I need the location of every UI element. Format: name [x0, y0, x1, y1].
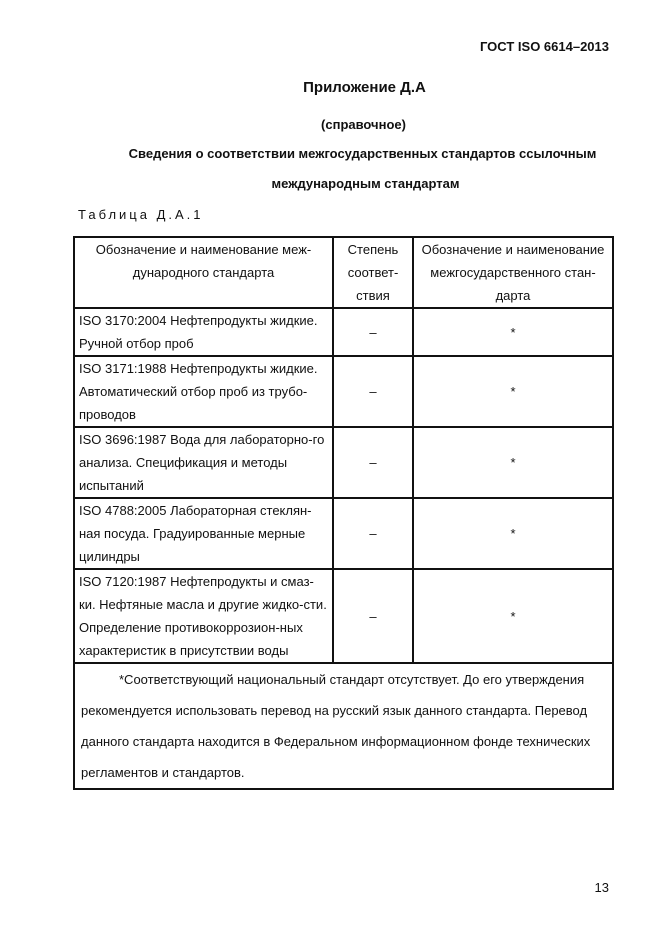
international-standard-cell: ISO 3170:2004 Нефтепродукты жидкие. Ручной отбор проб: [74, 308, 333, 356]
degree-cell: –: [333, 308, 413, 356]
table-label: Таблица Д.А.1: [78, 207, 204, 222]
appendix-title: Приложение Д.А: [303, 79, 426, 96]
column-header-international: Обозначение и наименование меж-дународного стандарта: [74, 237, 333, 308]
international-standard-cell: ISO 4788:2005 Лабораторная стеклян-ная посуда. Градуированные мерные цилиндры: [74, 498, 333, 569]
international-standard-cell: ISO 3171:1988 Нефтепродукты жидкие. Автоматический отбор проб из трубо-проводов: [74, 356, 333, 427]
international-standard-cell: ISO 7120:1987 Нефтепродукты и смаз-ки. Нефтяные масла и другие жидко-сти. Определение противокоррозион-ных характеристик в присутствии воды: [74, 569, 333, 663]
page-number: 13: [594, 880, 609, 895]
national-standard-cell: *: [413, 356, 613, 427]
table-row: [74, 427, 613, 498]
degree-cell: –: [333, 569, 413, 663]
table-footnote: *Соответствующий национальный стандарт отсутствует. До его утверждения рекомендуется использовать перевод на русский язык данного стандарта. Перевод данного стандарта находится в Федеральном информационном фонде технических регламентов и стандартов.: [74, 663, 613, 789]
table-row: [74, 308, 613, 356]
appendix-type: (справочное): [321, 117, 406, 132]
footnote-row: [74, 663, 613, 789]
degree-cell: –: [333, 498, 413, 569]
table-row: [74, 498, 613, 569]
column-header-degree: Степень соответ-ствия: [333, 237, 413, 308]
appendix-subtitle-line1: Сведения о соответствии межгосударственных стандартов ссылочным: [128, 146, 597, 161]
international-standard-cell: ISO 3696:1987 Вода для лабораторно-го анализа. Спецификация и методы испытаний: [74, 427, 333, 498]
degree-cell: –: [333, 356, 413, 427]
national-standard-cell: *: [413, 427, 613, 498]
table-row: [74, 569, 613, 663]
table-header-row: [74, 237, 613, 308]
national-standard-cell: *: [413, 308, 613, 356]
degree-cell: –: [333, 427, 413, 498]
appendix-subtitle-line2: международным стандартам: [271, 176, 460, 191]
table-row: [74, 356, 613, 427]
national-standard-cell: *: [413, 498, 613, 569]
correspondence-table: [73, 236, 614, 790]
column-header-national: Обозначение и наименование межгосударственного стан-дарта: [413, 237, 613, 308]
national-standard-cell: *: [413, 569, 613, 663]
document-code: ГОСТ ISO 6614–2013: [479, 39, 609, 54]
